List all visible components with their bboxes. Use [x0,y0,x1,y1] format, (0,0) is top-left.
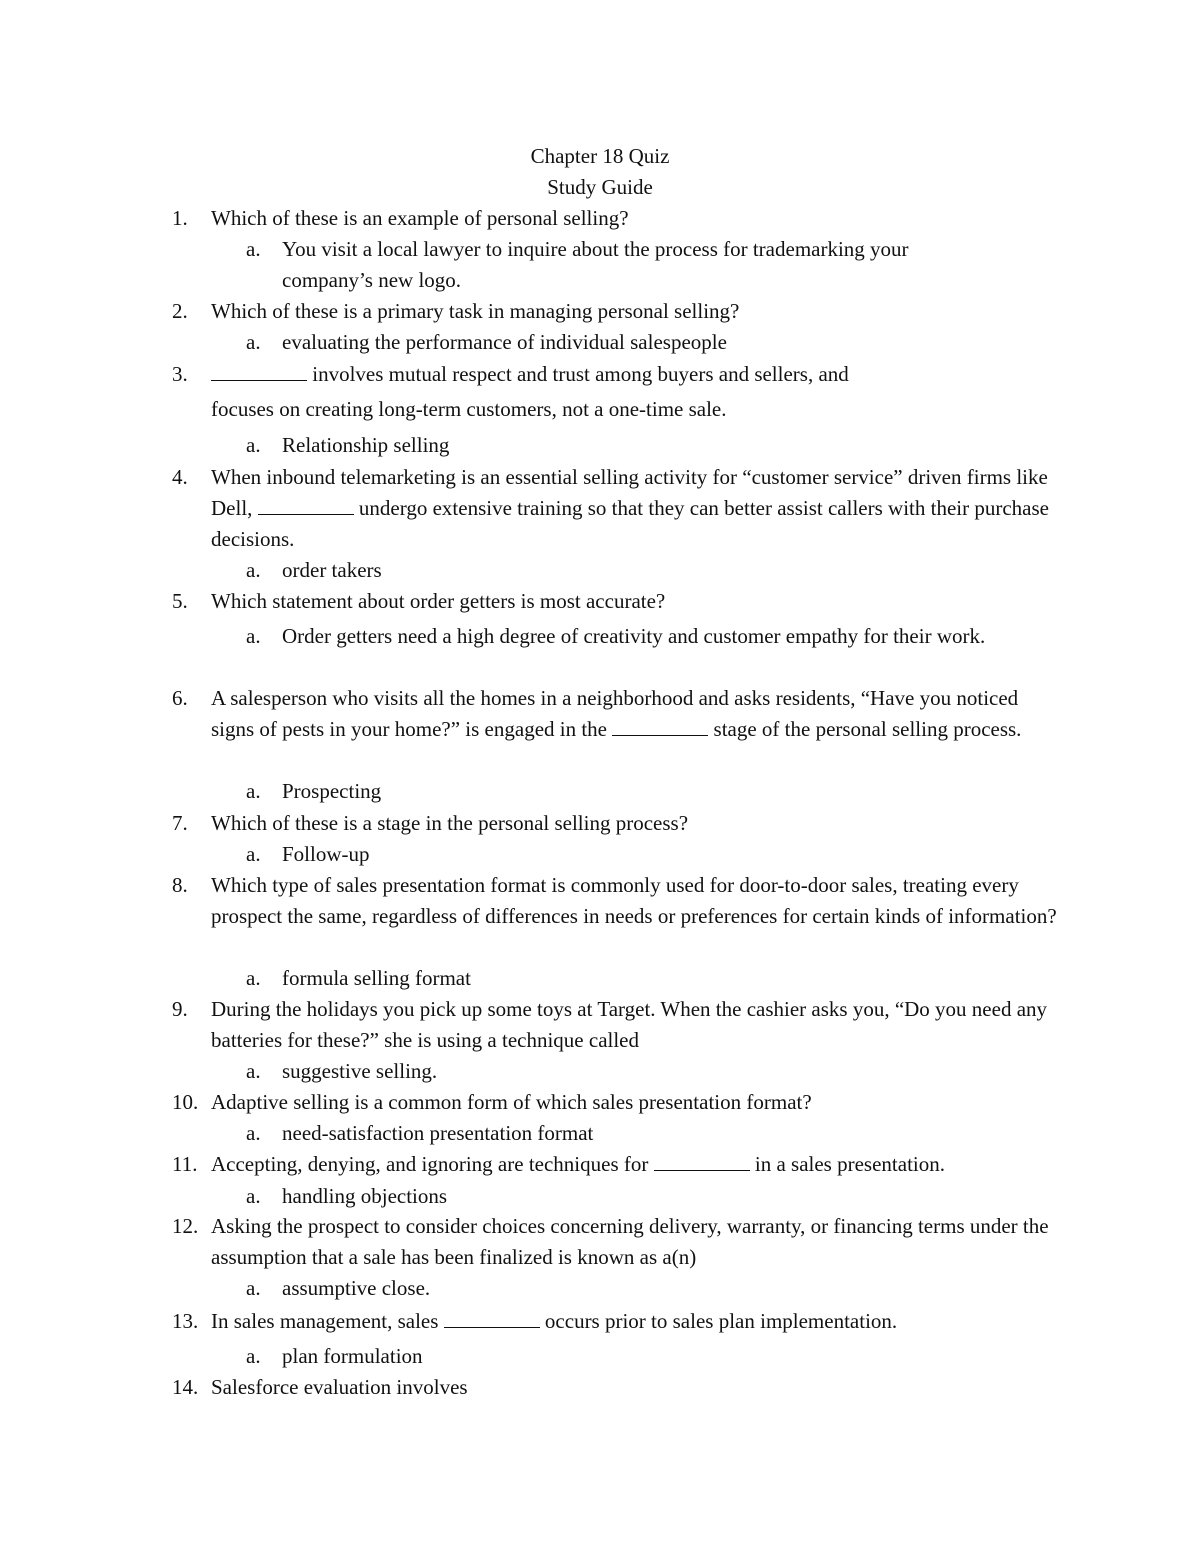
answer-letter: a. [246,237,261,261]
answer-text: plan formulation [282,1344,423,1368]
answer-letter: a. [246,558,261,582]
answer-text: evaluating the performance of individual salespeople [282,330,727,354]
question-number: 12. [172,1214,199,1238]
answer-letter: a. [246,1184,261,1208]
answer-letter: a. [246,330,261,354]
answer-letter: a. [246,1059,261,1083]
answer-text: Order getters need a high degree of creativity and customer empathy for their work. [282,624,986,648]
question-number: 8. [172,873,188,897]
question-number: 4. [172,465,188,489]
answer-letter: a. [246,842,261,866]
question-text: Which statement about order getters is most accurate? [211,589,666,613]
fill-in-blank [444,1309,540,1328]
answer-letter: a. [246,1121,261,1145]
question-number: 9. [172,997,188,1021]
fill-in-blank [258,496,354,515]
question-text: Adaptive selling is a common form of which sales presentation format? [211,1090,812,1114]
answer-letter: a. [246,966,261,990]
question-number: 3. [172,362,188,386]
fill-in-blank [211,362,307,381]
answer-text: assumptive close. [282,1276,431,1300]
question-text: Which of these is an example of personal selling? [211,206,629,230]
question-text: Accepting, denying, and ignoring are techniques for in a sales presentation. [211,1152,945,1176]
answer-text: You visit a local lawyer to inquire about the process for trademarking your company’s new logo. [282,237,909,292]
answer-text: Relationship selling [282,433,450,457]
question-number: 5. [172,589,188,613]
question-number: 10. [172,1090,199,1114]
answer-text: Prospecting [282,779,382,803]
question-text-continued: focuses on creating long-term customers, not a one-time sale. [211,397,727,421]
question-text: Which type of sales presentation format is commonly used for door-to-door sales, treating every prospect the same, regardless of differences in needs or preferences for certain kinds of information? [211,873,1057,928]
question-text: Which of these is a stage in the personal selling process? [211,811,689,835]
answer-text: need-satisfaction presentation format [282,1121,594,1145]
answer-letter: a. [246,779,261,803]
question-text: A salesperson who visits all the homes in a neighborhood and asks residents, “Have you noticed signs of pests in your home?” is engaged in the stage of the personal selling process. [211,686,1022,741]
answer-letter: a. [246,624,261,648]
question-number: 7. [172,811,188,835]
answer-text: Follow-up [282,842,370,866]
question-number: 1. [172,206,188,230]
answer-letter: a. [246,1344,261,1368]
question-number: 6. [172,686,188,710]
question-number: 2. [172,299,188,323]
answer-letter: a. [246,433,261,457]
question-text: Asking the prospect to consider choices concerning delivery, warranty, or financing terms under the assumption that a sale has been finalized is known as a(n) [211,1214,1049,1269]
doc-subtitle: Study Guide [547,175,653,199]
answer-letter: a. [246,1276,261,1300]
fill-in-blank [654,1152,750,1171]
doc-title: Chapter 18 Quiz [530,144,670,168]
question-text: When inbound telemarketing is an essential selling activity for “customer service” driven firms like Dell, undergo extensive training so that they can better assist callers with their purchase decisions. [211,465,1049,551]
question-number: 11. [172,1152,198,1176]
question-text: Which of these is a primary task in managing personal selling? [211,299,740,323]
answer-text: suggestive selling. [282,1059,438,1083]
question-text: During the holidays you pick up some toys at Target. When the cashier asks you, “Do you need any batteries for these?” she is using a technique called [211,997,1048,1052]
question-text: In sales management, sales occurs prior to sales plan implementation. [211,1309,898,1333]
answer-text: order takers [282,558,382,582]
question-text: involves mutual respect and trust among buyers and sellers, and [211,359,1071,390]
answer-text: handling objections [282,1184,448,1208]
question-number: 14. [172,1375,199,1399]
fill-in-blank [612,717,708,736]
answer-text: formula selling format [282,966,471,990]
question-number: 13. [172,1309,199,1333]
question-text: Salesforce evaluation involves [211,1375,468,1399]
